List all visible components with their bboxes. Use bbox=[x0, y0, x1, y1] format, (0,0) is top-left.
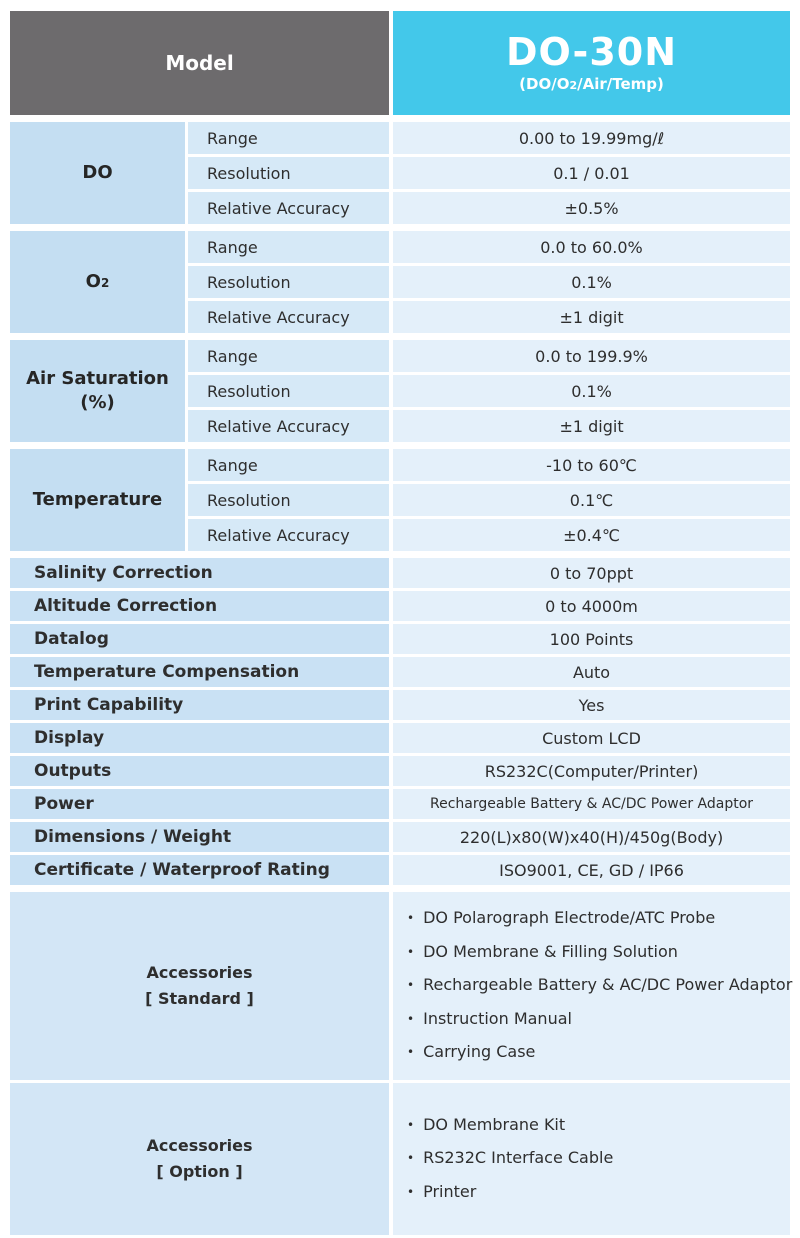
feature-value: 0 to 4000m bbox=[393, 591, 790, 621]
feature-row bbox=[10, 554, 790, 588]
feature-row bbox=[10, 822, 790, 852]
spec-row bbox=[10, 336, 790, 372]
list-item: • DO Polarograph Electrode/ATC Probe bbox=[407, 902, 790, 936]
list-item: • DO Membrane & Filling Solution bbox=[407, 936, 790, 970]
feature-label: Outputs bbox=[10, 756, 393, 786]
feature-row bbox=[10, 657, 790, 687]
feature-value: RS232C(Computer/Printer) bbox=[393, 756, 790, 786]
feature-row bbox=[10, 789, 790, 819]
row-value: -10 to 60℃ bbox=[393, 445, 790, 481]
feature-value: Auto bbox=[393, 657, 790, 687]
row-label: Resolution bbox=[188, 375, 393, 407]
feature-row bbox=[10, 624, 790, 654]
spec-row bbox=[10, 227, 790, 263]
feature-row bbox=[10, 690, 790, 720]
row-label: Range bbox=[188, 445, 393, 481]
row-value: 0.1℃ bbox=[393, 484, 790, 516]
feature-label: Altitude Correction bbox=[10, 591, 393, 621]
accessories-option-label: Accessories [ Option ] bbox=[10, 1083, 393, 1235]
spec-table bbox=[10, 8, 793, 1238]
list-item: • Printer bbox=[407, 1176, 790, 1210]
list-item: • RS232C Interface Cable bbox=[407, 1142, 790, 1176]
feature-row bbox=[10, 723, 790, 753]
spec-row bbox=[10, 118, 790, 154]
feature-label: Salinity Correction bbox=[10, 554, 393, 588]
product-subtitle: (DO/O2/Air/Temp) bbox=[519, 75, 664, 93]
feature-label: Display bbox=[10, 723, 393, 753]
row-label: Resolution bbox=[188, 157, 393, 189]
row-label: Relative Accuracy bbox=[188, 519, 393, 551]
list-item: • Rechargeable Battery & AC/DC Power Adaptor bbox=[407, 969, 790, 1003]
accessories-standard-row bbox=[10, 888, 790, 1080]
product-name: DO-30N bbox=[506, 30, 678, 74]
row-label: Range bbox=[188, 336, 393, 372]
feature-value: Custom LCD bbox=[393, 723, 790, 753]
row-value: 0.1% bbox=[393, 266, 790, 298]
accessories-option-row bbox=[10, 1083, 790, 1235]
feature-value: Rechargeable Battery & AC/DC Power Adaptor bbox=[393, 789, 790, 819]
row-value: ±0.5% bbox=[393, 192, 790, 224]
row-label: Resolution bbox=[188, 484, 393, 516]
feature-value: 100 Points bbox=[393, 624, 790, 654]
list-item: • DO Membrane Kit bbox=[407, 1109, 790, 1143]
row-value: 0.1 / 0.01 bbox=[393, 157, 790, 189]
group-label-o2: O2 bbox=[10, 227, 188, 333]
product-header bbox=[393, 11, 790, 115]
feature-label: Datalog bbox=[10, 624, 393, 654]
row-label: Range bbox=[188, 118, 393, 154]
row-label: Relative Accuracy bbox=[188, 410, 393, 442]
accessories-standard-list bbox=[393, 888, 793, 1080]
feature-value: Yes bbox=[393, 690, 790, 720]
row-value: ±1 digit bbox=[393, 301, 790, 333]
group-label-air-saturation: Air Saturation (%) bbox=[10, 336, 188, 442]
row-value: 0.0 to 60.0% bbox=[393, 227, 790, 263]
feature-row bbox=[10, 591, 790, 621]
feature-value: 220(L)x80(W)x40(H)/450g(Body) bbox=[393, 822, 790, 852]
row-label: Range bbox=[188, 227, 393, 263]
row-value: 0.1% bbox=[393, 375, 790, 407]
header-row bbox=[10, 11, 790, 115]
spec-sheet bbox=[10, 8, 793, 1238]
feature-label: Temperature Compensation bbox=[10, 657, 393, 687]
feature-label: Certificate / Waterproof Rating bbox=[10, 855, 393, 885]
list-item: • Instruction Manual bbox=[407, 1003, 790, 1037]
row-value: 0.0 to 199.9% bbox=[393, 336, 790, 372]
feature-value: 0 to 70ppt bbox=[393, 554, 790, 588]
row-value: ±0.4℃ bbox=[393, 519, 790, 551]
feature-value: ISO9001, CE, GD / IP66 bbox=[393, 855, 790, 885]
accessories-standard-label: Accessories [ Standard ] bbox=[10, 888, 393, 1080]
row-label: Relative Accuracy bbox=[188, 192, 393, 224]
row-label: Resolution bbox=[188, 266, 393, 298]
accessories-option-list bbox=[393, 1083, 790, 1235]
feature-label: Power bbox=[10, 789, 393, 819]
group-label-temperature: Temperature bbox=[10, 445, 188, 551]
spec-row bbox=[10, 445, 790, 481]
feature-row bbox=[10, 855, 790, 885]
list-item: • Carrying Case bbox=[407, 1036, 790, 1070]
feature-label: Dimensions / Weight bbox=[10, 822, 393, 852]
row-value: ±1 digit bbox=[393, 410, 790, 442]
row-value: 0.00 to 19.99mg/ℓ bbox=[393, 118, 790, 154]
group-label-do: DO bbox=[10, 118, 188, 224]
feature-row bbox=[10, 756, 790, 786]
row-label: Relative Accuracy bbox=[188, 301, 393, 333]
model-header: Model bbox=[10, 11, 393, 115]
feature-label: Print Capability bbox=[10, 690, 393, 720]
